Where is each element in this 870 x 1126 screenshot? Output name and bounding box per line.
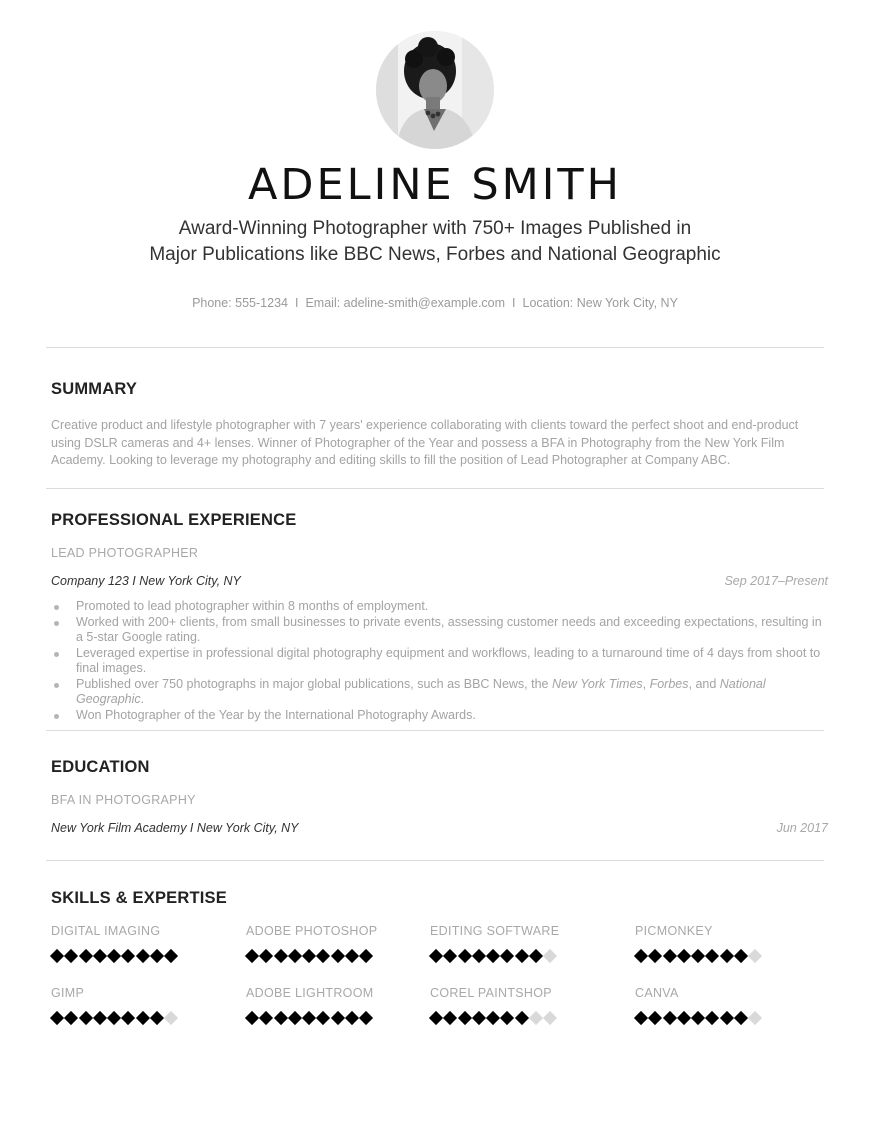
diamond-filled-icon bbox=[288, 1011, 302, 1025]
contact-email[interactable]: Email: adeline-smith@example.com bbox=[305, 296, 506, 310]
diamond-filled-icon bbox=[529, 949, 543, 963]
diamond-filled-icon bbox=[359, 949, 373, 963]
skill-rating bbox=[635, 1010, 764, 1026]
portrait-image bbox=[376, 31, 494, 149]
contact-location: Location: New York City, NY bbox=[522, 296, 678, 310]
diamond-empty-icon bbox=[748, 949, 762, 963]
skill-label: GIMP bbox=[51, 986, 85, 1000]
contact-separator: I bbox=[512, 296, 516, 310]
diamond-filled-icon bbox=[734, 1011, 748, 1025]
experience-title: PROFESSIONAL EXPERIENCE bbox=[51, 511, 297, 529]
skill-rating bbox=[51, 948, 180, 964]
diamond-filled-icon bbox=[302, 1011, 316, 1025]
skills-grid bbox=[51, 924, 831, 1044]
diamond-filled-icon bbox=[691, 949, 705, 963]
diamond-filled-icon bbox=[136, 949, 150, 963]
experience-bullets bbox=[76, 599, 826, 723]
headline-line-2: Major Publications like BBC News, Forbes and National Geographic bbox=[149, 244, 721, 265]
diamond-filled-icon bbox=[79, 949, 93, 963]
divider bbox=[46, 730, 824, 731]
publication-name: New York Times bbox=[551, 676, 643, 691]
skill-item bbox=[430, 986, 559, 1026]
list-item: Promoted to lead photographer within 8 months of employment. bbox=[76, 599, 826, 615]
diamond-filled-icon bbox=[345, 1011, 359, 1025]
contact-separator: I bbox=[294, 296, 299, 310]
diamond-filled-icon bbox=[429, 949, 443, 963]
diamond-empty-icon bbox=[529, 1011, 543, 1025]
diamond-filled-icon bbox=[50, 1011, 64, 1025]
skill-label: COREL PAINTSHOP bbox=[430, 986, 552, 1000]
diamond-filled-icon bbox=[734, 949, 748, 963]
skill-rating bbox=[635, 948, 764, 964]
skill-item bbox=[51, 924, 180, 964]
candidate-name: ADELINE SMITH bbox=[247, 160, 622, 210]
diamond-filled-icon bbox=[302, 949, 316, 963]
diamond-filled-icon bbox=[359, 1011, 373, 1025]
diamond-filled-icon bbox=[64, 949, 78, 963]
skill-rating bbox=[430, 1010, 559, 1026]
diamond-filled-icon bbox=[663, 949, 677, 963]
diamond-filled-icon bbox=[691, 1011, 705, 1025]
diamond-filled-icon bbox=[107, 949, 121, 963]
summary-text: Creative product and lifestyle photographer with 7 years' experience collaborating with clients toward the perfect shoot and end-product using DSLR cameras and 4+ lenses. Winner of Photographer of the Year and possess a BFA in Photography from the New York Film Academy. Looking to leverage my photography and editing skills to fill the position of Lead Photographer at Company ABC. bbox=[51, 418, 799, 467]
diamond-filled-icon bbox=[274, 1011, 288, 1025]
diamond-filled-icon bbox=[429, 1011, 443, 1025]
skill-rating bbox=[246, 1010, 375, 1026]
diamond-filled-icon bbox=[79, 1011, 93, 1025]
diamond-filled-icon bbox=[705, 1011, 719, 1025]
diamond-filled-icon bbox=[150, 1011, 164, 1025]
list-item: Leveraged expertise in professional digital photography equipment and workflows, leading to a turnaround time of 4 days from shoot to final images. bbox=[76, 646, 826, 677]
bullet-text: Published over 750 photographs in major global publications, such as BBC News, the bbox=[76, 676, 552, 691]
diamond-filled-icon bbox=[316, 1011, 330, 1025]
diamond-filled-icon bbox=[500, 949, 514, 963]
skill-item bbox=[635, 924, 764, 964]
bullet-text: . bbox=[140, 692, 145, 706]
company-location: Company 123 I New York City, NY bbox=[51, 574, 241, 588]
skill-rating bbox=[246, 948, 377, 964]
diamond-filled-icon bbox=[150, 949, 164, 963]
diamond-filled-icon bbox=[443, 1011, 457, 1025]
diamond-filled-icon bbox=[720, 1011, 734, 1025]
skill-item bbox=[430, 924, 559, 964]
bullet-text: , and bbox=[688, 676, 720, 691]
job-dates: Sep 2017–Present bbox=[724, 574, 828, 588]
diamond-filled-icon bbox=[107, 1011, 121, 1025]
publication-name: National Geographic bbox=[76, 676, 766, 706]
list-item: Worked with 200+ clients, from small businesses to private events, assessing customer needs and exceeding expectations, resulting in a 5-star Google rating. bbox=[76, 615, 826, 646]
skill-item bbox=[246, 986, 375, 1026]
headline bbox=[0, 216, 870, 268]
diamond-filled-icon bbox=[486, 949, 500, 963]
diamond-filled-icon bbox=[648, 949, 662, 963]
skill-label: DIGITAL IMAGING bbox=[51, 924, 161, 938]
diamond-filled-icon bbox=[486, 1011, 500, 1025]
diamond-filled-icon bbox=[705, 949, 719, 963]
diamond-filled-icon bbox=[472, 949, 486, 963]
diamond-filled-icon bbox=[648, 1011, 662, 1025]
diamond-empty-icon bbox=[748, 1011, 762, 1025]
divider bbox=[46, 347, 824, 348]
diamond-filled-icon bbox=[472, 1011, 486, 1025]
skill-label: ADOBE LIGHTROOM bbox=[246, 986, 374, 1000]
profile-photo bbox=[376, 31, 494, 149]
list-item bbox=[76, 677, 826, 708]
diamond-filled-icon bbox=[443, 949, 457, 963]
diamond-filled-icon bbox=[331, 1011, 345, 1025]
skills-title: SKILLS & EXPERTISE bbox=[51, 889, 227, 907]
diamond-filled-icon bbox=[164, 949, 178, 963]
diamond-empty-icon bbox=[543, 949, 557, 963]
contact-phone: Phone: 555-1234 bbox=[192, 296, 288, 310]
diamond-filled-icon bbox=[331, 949, 345, 963]
diamond-filled-icon bbox=[121, 949, 135, 963]
diamond-filled-icon bbox=[515, 1011, 529, 1025]
diamond-filled-icon bbox=[677, 1011, 691, 1025]
diamond-filled-icon bbox=[288, 949, 302, 963]
diamond-filled-icon bbox=[274, 949, 288, 963]
job-title: LEAD PHOTOGRAPHER bbox=[51, 546, 199, 560]
diamond-empty-icon bbox=[543, 1011, 557, 1025]
skill-item bbox=[51, 986, 180, 1026]
diamond-filled-icon bbox=[720, 949, 734, 963]
diamond-filled-icon bbox=[677, 949, 691, 963]
divider bbox=[46, 860, 824, 861]
diamond-filled-icon bbox=[121, 1011, 135, 1025]
diamond-filled-icon bbox=[93, 949, 107, 963]
skill-label: ADOBE PHOTOSHOP bbox=[246, 924, 378, 938]
diamond-filled-icon bbox=[93, 1011, 107, 1025]
skill-item bbox=[246, 924, 377, 964]
diamond-filled-icon bbox=[634, 949, 648, 963]
diamond-filled-icon bbox=[515, 949, 529, 963]
skill-item bbox=[635, 986, 764, 1026]
diamond-filled-icon bbox=[634, 1011, 648, 1025]
skill-label: CANVA bbox=[635, 986, 679, 1000]
skill-rating bbox=[430, 948, 559, 964]
diamond-filled-icon bbox=[245, 1011, 259, 1025]
diamond-filled-icon bbox=[500, 1011, 514, 1025]
diamond-filled-icon bbox=[245, 949, 259, 963]
summary-title: SUMMARY bbox=[51, 380, 138, 398]
diamond-filled-icon bbox=[345, 949, 359, 963]
diamond-filled-icon bbox=[136, 1011, 150, 1025]
bullet-text: , bbox=[642, 676, 650, 691]
degree: BFA IN PHOTOGRAPHY bbox=[51, 793, 196, 807]
publication-name: Forbes bbox=[649, 676, 689, 691]
diamond-filled-icon bbox=[663, 1011, 677, 1025]
education-title: EDUCATION bbox=[51, 758, 150, 776]
contact-info bbox=[0, 296, 870, 310]
diamond-filled-icon bbox=[259, 949, 273, 963]
skill-label: EDITING SOFTWARE bbox=[430, 924, 560, 938]
skill-rating bbox=[51, 1010, 180, 1026]
list-item: Won Photographer of the Year by the International Photography Awards. bbox=[76, 708, 826, 724]
graduation-date: Jun 2017 bbox=[776, 821, 828, 835]
diamond-filled-icon bbox=[458, 949, 472, 963]
diamond-filled-icon bbox=[50, 949, 64, 963]
diamond-filled-icon bbox=[64, 1011, 78, 1025]
school-location: New York Film Academy I New York City, NY bbox=[51, 821, 299, 835]
skill-label: PICMONKEY bbox=[635, 924, 713, 938]
diamond-filled-icon bbox=[259, 1011, 273, 1025]
divider bbox=[46, 488, 824, 489]
headline-line-1: Award-Winning Photographer with 750+ Images Published in bbox=[178, 218, 692, 239]
diamond-empty-icon bbox=[164, 1011, 178, 1025]
diamond-filled-icon bbox=[458, 1011, 472, 1025]
diamond-filled-icon bbox=[316, 949, 330, 963]
